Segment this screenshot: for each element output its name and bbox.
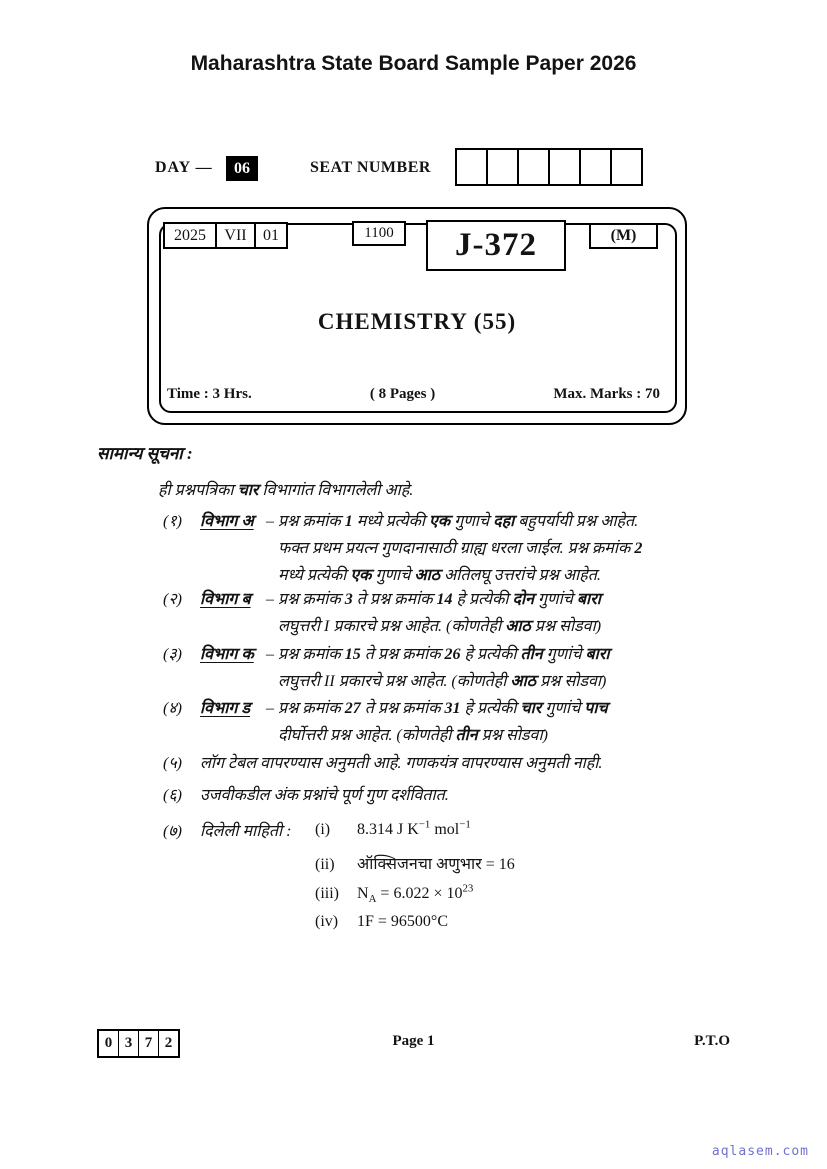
- exam-date-cells: [163, 222, 288, 249]
- instruction-text: प्रश्न क्रमांक 15 ते प्रश्न क्रमांक 26 हे प्रत्येकी तीन गुणांचे बारा लघुत्तरी II प्रकारचे प्रश्न आहेत. (कोणतेही आठ प्रश्न सोडवा): [278, 646, 610, 690]
- sub-item-marker: (ii): [315, 856, 335, 873]
- instruction-item-7: [163, 818, 678, 938]
- instruction-item-4: [163, 695, 678, 749]
- section-label: विभाग ड: [200, 700, 251, 717]
- given-data-item-3: [315, 882, 645, 906]
- code-digit-cell: 7: [139, 1031, 159, 1056]
- pages-count: ( 8 Pages ): [369, 386, 436, 402]
- instruction-number: (१): [163, 513, 182, 530]
- given-data-item-4: [315, 910, 645, 934]
- sub-item-marker: (iv): [315, 913, 339, 930]
- instruction-text: उजवीकडील अंक प्रश्नांचे पूर्ण गुण दर्शवितात.: [200, 787, 449, 804]
- instruction-item-5: [163, 750, 678, 777]
- instruction-number: (४): [163, 700, 182, 717]
- page-title: Maharashtra State Board Sample Paper 2026: [190, 52, 637, 75]
- instruction-item-2: [163, 586, 678, 640]
- section-label: विभाग ब: [200, 591, 251, 608]
- time-code-cell: 1100: [352, 221, 406, 246]
- time-allowed: Time : 3 Hrs.: [167, 386, 252, 402]
- exam-year-cell: 2025: [163, 222, 217, 249]
- exam-month-cell: VII: [215, 222, 256, 249]
- code-digit-cell: 0: [99, 1031, 119, 1056]
- given-data-item-2: [315, 853, 645, 877]
- medium-code-cell: (M): [589, 223, 658, 249]
- instruction-item-6: [163, 782, 678, 809]
- dash: –: [266, 591, 274, 608]
- seat-number-cell: [486, 148, 519, 186]
- seat-number-cell: [610, 148, 643, 186]
- seat-number-cell: [455, 148, 488, 186]
- seat-number-boxes: [455, 148, 643, 186]
- sub-item-value: 1F = 96500°C: [357, 913, 448, 930]
- watermark: aqlasem.com: [711, 1144, 809, 1159]
- day-value-badge: 06: [226, 156, 258, 181]
- instruction-number: (२): [163, 591, 182, 608]
- instruction-number: (७): [163, 823, 182, 840]
- paper-meta-row: [167, 386, 660, 403]
- seat-number-label: SEAT NUMBER: [310, 159, 431, 176]
- sub-item-marker: (i): [315, 821, 331, 838]
- sub-item-value: 8.314 J $K^{-1}$ mol$^{-1}$: [357, 818, 471, 838]
- paper-code-badge: J-372: [426, 220, 566, 271]
- max-marks: Max. Marks : 70: [553, 386, 660, 402]
- code-digit-cell: 3: [119, 1031, 139, 1056]
- instructions-heading: सामान्य सूचना :: [97, 444, 193, 463]
- instruction-text: प्रश्न क्रमांक 1 मध्ये प्रत्येकी एक गुणाचे दहा बहुपर्यायी प्रश्न आहेत. फक्त प्रथम प्रयत्न गुणदानासाठी ग्राह्य धरला जाईल. प्रश्न क्रमांक 2 मध्ये प्रत्येकी एक गुणाचे आठ अतिलघू उत्तरांचे प्रश्न आहेत.: [278, 513, 643, 584]
- sub-item-marker: (iii): [315, 885, 339, 902]
- dash: –: [266, 700, 274, 717]
- dash: –: [266, 513, 274, 530]
- instruction-number: (३): [163, 646, 182, 663]
- instruction-text: प्रश्न क्रमांक 27 ते प्रश्न क्रमांक 31 हे प्रत्येकी चार गुणांचे पाच दीर्घोत्तरी प्रश्न आहेत. (कोणतेही तीन प्रश्न सोडवा): [278, 700, 608, 744]
- instruction-item-3: [163, 641, 678, 695]
- given-data-item-1: [315, 818, 645, 842]
- instruction-text: लॉग टेबल वापरण्यास अनुमती आहे. गणकयंत्र वापरण्यास अनुमती नाही.: [200, 755, 603, 772]
- code-digit-cell: 2: [159, 1031, 178, 1056]
- paper-header-box: [147, 207, 687, 425]
- sub-item-value: ऑक्सिजनचा अणुभार = 16: [357, 856, 515, 873]
- sub-item-value: $N_A = 6.022 \times 10^{23}$: [357, 882, 474, 906]
- seat-number-cell: [517, 148, 550, 186]
- instruction-item-1: [163, 508, 678, 589]
- day-label: DAY —: [155, 159, 213, 176]
- exam-day-cell: 01: [254, 222, 288, 249]
- seat-number-cell: [579, 148, 612, 186]
- section-label: विभाग अ: [200, 513, 254, 530]
- pto-label: P.T.O: [694, 1033, 730, 1049]
- instruction-number: (६): [163, 787, 182, 804]
- instructions-intro: ही प्रश्नपत्रिका चार विभागांत विभागलेली आहे.: [158, 482, 414, 499]
- instruction-number: (५): [163, 755, 182, 772]
- page-number: Page 1: [392, 1033, 435, 1049]
- given-data-label: दिलेली माहिती :: [200, 823, 292, 840]
- seat-number-cell: [548, 148, 581, 186]
- dash: –: [266, 646, 274, 663]
- subject-title: CHEMISTRY (55): [317, 309, 517, 334]
- instruction-text: प्रश्न क्रमांक 3 ते प्रश्न क्रमांक 14 हे प्रत्येकी दोन गुणांचे बारा लघुत्तरी I प्रकारचे प्रश्न आहेत. (कोणतेही आठ प्रश्न सोडवा): [278, 591, 602, 635]
- section-label: विभाग क: [200, 646, 254, 663]
